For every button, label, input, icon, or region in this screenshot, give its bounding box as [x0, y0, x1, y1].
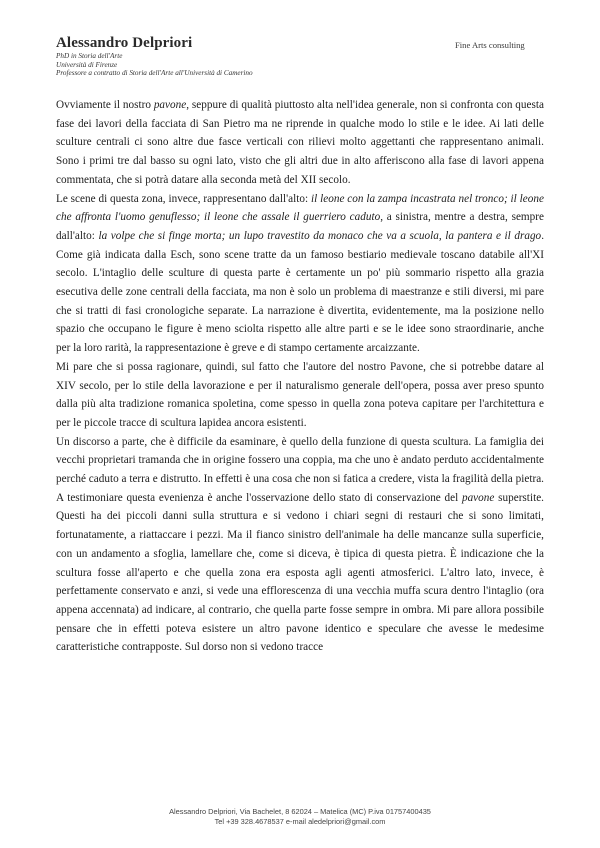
author-name: Alessandro Delpriori	[56, 35, 193, 51]
italic-text: pavone	[153, 99, 187, 111]
footer-contact: Tel +39 328.4678537 e-mail aledelpriori@gmail.com	[214, 817, 386, 826]
text-run: Ovviamente il nostro	[56, 99, 154, 111]
credential-phd: PhD in Storia dell'Arte	[56, 52, 123, 60]
text-run: . Come già indicata dalla Esch, sono scene tratte da un famoso bestiario medievale toscano databile all'XI secolo. L'intaglio delle sculture di questa parte è certamente un po' più sommario rispetto alla grazia esecutiva delle zone centrali della facciata, ma non è solo un problema di maestranze e stili diversi, mi pare che si tratti di fasi cronologiche separate. La narrazione è divertita, evidentemente, ma la posizione nello spazio che occupano le figure è meno sciolta rispetto alle altre parti e se le idee sono straordinarie, anche per la loro rarità, la rappresentazione è greve e di stampo certamente arcaizzante.	[56, 229, 545, 355]
text-run: Un discorso a parte, che è difficile da esaminare, è quello della funzione di questa scultura. La famiglia dei vecchi proprietari tramanda che in origine fossero una coppia, ma che uno è andato perduto accidentalmente perché caduto a terra e distrutto. In effetti è una cosa che non si fatica a credere, vista la fragilità della pietra. A testimoniare questa evenienza è anche l'osservazione dello stato di conservazione del	[56, 435, 544, 504]
letter-body	[56, 96, 544, 657]
tagline: Fine Arts consulting	[455, 40, 525, 50]
text-run: Le scene di questa zona, invece, rappresentano dall'alto:	[56, 192, 311, 205]
footer	[0, 807, 600, 827]
footer-address: Alessandro Delpriori, Via Bachelet, 8 62024 – Matelica (MC) P.iva 01757400435	[169, 807, 431, 816]
paragraph	[56, 190, 544, 358]
text-run: , a sinistra, mentre a destra, sempre dall'alto:	[56, 211, 544, 242]
italic-text: pavone	[461, 491, 495, 504]
paragraph	[56, 96, 544, 190]
text-run: , seppure di qualità piuttosto alta nell'idea generale, non si confronta con questa fase dei lavori della facciata di San Pietro ma ne riprende in qualche modo lo stile e le idee. Ai lati delle sculture centrali ci sono altre due fasce verticali con rilievi molto aggettanti che rappresentano animali. Sono i primi tre dal basso su ogni lato, visto che gli altri due in alto afferiscono alla fase di lavori appena commentata, che si potrà datare alla seconda metà del XII secolo.	[56, 99, 544, 186]
paragraph	[56, 358, 544, 433]
paragraph	[56, 433, 544, 657]
credential-professorship: Professore a contratto di Storia dell'Arte all'Università di Camerino	[56, 69, 253, 78]
text-run: Mi pare che si possa ragionare, quindi, sul fatto che l'autore del nostro Pavone, che si potrebbe datare al XIV secolo, per lo stile della lavorazione e per il naturalismo generale dell'opera, possa aver preso spunto dalla più alta tradizione romanica spoletina, come spesso in quella zona poteva capitare per l'architettura e per le piccole tracce di scultura lapidea ancora esistenti.	[56, 360, 544, 429]
text-run: superstite. Questi ha dei piccoli danni sulla struttura e si vedono i chiari segni di restauri che si sono limitati, fortunatamente, a riattaccare i pezzi. Ma il fianco sinistro dell'animale ha delle mancanze sulla superficie, con un andamento a sfoglia, lamellare che, come si diceva, è tipica di questa pietra. È indicazione che la scultura fosse all'aperto e che quella zona era esposta agli agenti atmosferici. L'altro lato, invece, è perfettamente conservato e anzi, si vede una efflorescenza di una vecchia muffa scura dentro l'intaglio (ora appena accennata) ad indicare, al contrario, che quella parte fosse sempre in ombra. Mi pare allora possibile pensare che in effetti poteva esistere un altro pavone identico e speculare che avesse le medesime caratteristiche contrapposte. Sul dorso non si vedono tracce	[56, 491, 544, 654]
italic-text: il leone con la zampa incastrata nel tronco; il leone che affronta l'uomo genuflesso; il leone che assale il guerriero caduto	[56, 192, 544, 224]
italic-text: la volpe che si finge morta; un lupo travestito da monaco che va a scuola, la pantera e il drago	[98, 229, 542, 242]
credential-university: Università di Firenze	[56, 60, 118, 69]
